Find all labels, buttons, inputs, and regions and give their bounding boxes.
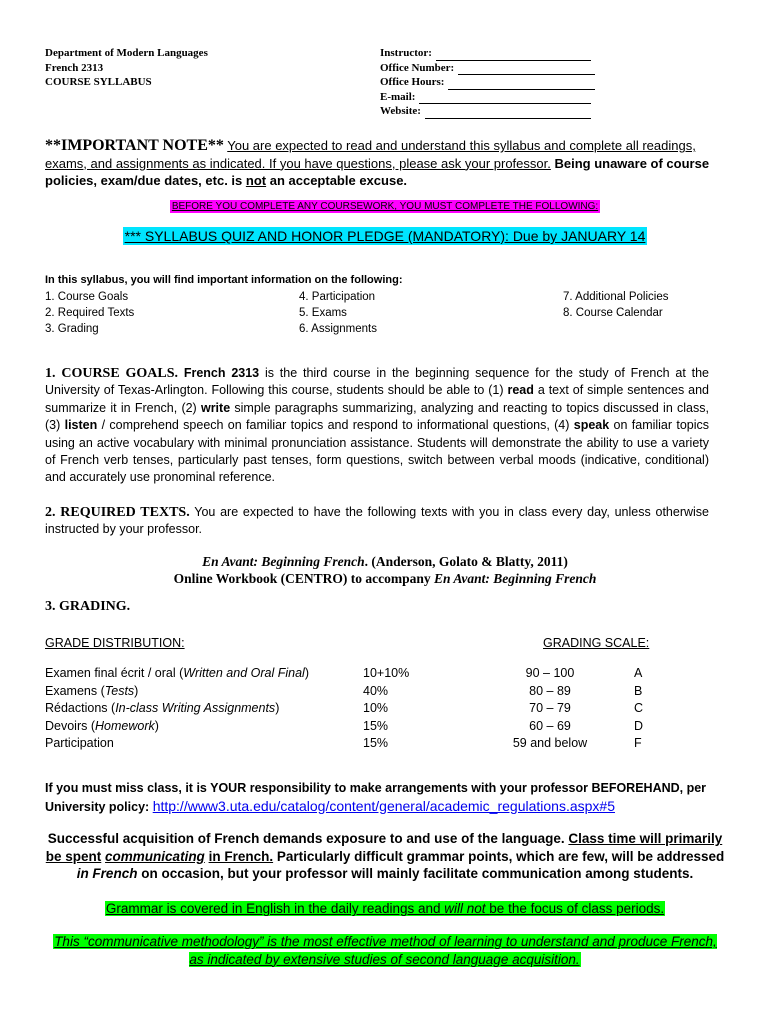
important-note	[45, 137, 735, 190]
grade-percentage: 10+10%	[363, 666, 410, 680]
toc-column-1	[45, 289, 134, 337]
policy-warning-end: an acceptable excuse.	[269, 173, 408, 188]
grade-component: Rédactions (In-class Writing Assignments)	[45, 701, 280, 715]
textbook-authors: . (Anderson, Golato & Blatty, 2011)	[364, 554, 568, 569]
acquisition-statement	[45, 830, 725, 883]
important-note-title: **IMPORTANT NOTE**	[45, 137, 224, 154]
grade-range: 90 – 100	[525, 666, 575, 680]
department-name: Department of Modern Languages	[45, 47, 208, 59]
grade-range: 80 – 89	[529, 683, 571, 698]
course-goals-section	[45, 365, 709, 487]
instructor-field-label: Instructor:	[380, 47, 432, 59]
toc-item: 1. Course Goals	[45, 291, 129, 303]
required-texts-heading: 2. REQUIRED TEXTS.	[45, 505, 190, 520]
grading-heading: 3. GRADING.	[45, 599, 131, 614]
workbook-label: Online Workbook (CENTRO) to accompany	[173, 571, 431, 586]
instructor-field-label: Website:	[380, 105, 421, 117]
toc-column-3	[563, 289, 668, 321]
toc-item: 6. Assignments	[299, 323, 377, 335]
course-goals-heading: 1. COURSE GOALS.	[45, 366, 179, 381]
acquisition-text: Successful acquisition of French demands exposure to and use of the language.	[47, 831, 565, 846]
goals-text: / comprehend speech on familiar topics and respond to informational questions, (4)	[101, 418, 570, 433]
instructor-field	[380, 61, 595, 76]
book-list	[0, 553, 770, 587]
instructor-field-blank	[425, 108, 591, 119]
document-type: COURSE SYLLABUS	[45, 76, 152, 88]
course-number: French 2313	[45, 61, 104, 74]
grade-letter: A	[634, 666, 643, 680]
goals-text: simple paragraphs summarizing, analyzing and reacting to topics discussed in class, (3)	[45, 400, 709, 433]
department-header	[45, 46, 208, 90]
toc-column-2	[299, 289, 377, 337]
grading-scale-header: GRADING SCALE:	[543, 636, 650, 650]
policy-warning-not: not	[245, 173, 267, 188]
academic-regulations-link[interactable]: http://www3.uta.edu/catalog/content/general/academic_regulations.aspx#5	[152, 797, 615, 814]
grade-percentage: 15%	[363, 736, 389, 750]
important-note-text: You are expected to read and understand this syllabus and complete all readings, exams, and assignments as indicated. If you have questions, please ask your professor.	[45, 138, 696, 171]
grammar-points-text: Particularly difficult grammar points, which are few, will be addressed	[276, 848, 725, 864]
grade-distribution-header: GRADE DISTRIBUTION:	[45, 636, 185, 650]
grade-component: Examen final écrit / oral (Written and Oral Final)	[45, 666, 309, 680]
toc-item: 5. Exams	[299, 307, 347, 319]
instructor-field-blank	[458, 64, 595, 75]
instructor-field	[380, 75, 595, 90]
instructor-field	[380, 46, 595, 61]
goal-speak: speak	[573, 418, 610, 433]
grade-range: 59 and below	[512, 736, 588, 750]
goals-text: a text of simple sentences and summarize it in French, (2)	[45, 383, 709, 415]
grade-letter: F	[634, 736, 642, 750]
methodology-highlight: This “communicative methodology” is the most effective method of learning to understand and produce French, as indicated by extensive studies of second language acquisition.	[54, 934, 717, 967]
before-coursework-text: BEFORE YOU COMPLETE ANY COURSEWORK, YOU MUST COMPLETE THE FOLLOWING:	[171, 201, 599, 212]
course-code: French 2313	[183, 366, 260, 380]
workbook	[0, 570, 770, 587]
grade-component: Devoirs (Homework)	[45, 718, 159, 733]
instructor-field	[380, 90, 595, 105]
instructor-info	[380, 46, 595, 119]
policy-warning: Being unaware of course policies, exam/due dates, etc. is	[45, 155, 710, 188]
goal-write: write	[200, 400, 231, 415]
instructor-field-blank	[448, 79, 595, 90]
required-texts-section	[45, 504, 709, 539]
goal-read: read	[507, 383, 534, 398]
methodology-statement	[45, 933, 725, 968]
instructor-field-label: Office Number:	[380, 61, 455, 74]
class-time-end: in French.	[208, 848, 274, 864]
absence-policy-text: If you must miss class, it is YOUR responsibility to make arrangements with your professor BEFOREHAND, per University policy:	[45, 781, 707, 814]
goals-text: is the third course in the beginning sequence for the study of French at the University of Texas-Arlington. Following this course, students should be able to (1)	[45, 366, 709, 398]
before-coursework-banner	[0, 201, 770, 212]
grade-letter: B	[634, 683, 643, 698]
grade-percentage: 15%	[363, 718, 389, 733]
class-time-emphasis: communicating	[105, 848, 205, 864]
grade-letter: C	[634, 701, 644, 715]
grade-component: Examens (Tests)	[45, 683, 139, 698]
goal-listen: listen	[64, 418, 98, 433]
grammar-statement	[45, 900, 725, 918]
syllabus-quiz-banner	[0, 228, 770, 244]
grade-range: 70 – 79	[529, 701, 571, 715]
textbook-title: En Avant: Beginning French	[202, 554, 365, 569]
toc-item: 3. Grading	[45, 323, 99, 335]
facilitation-text: on occasion, but your professor will mainly facilitate communication among students.	[141, 866, 694, 881]
instructor-field-blank	[419, 93, 591, 104]
toc-item: 2. Required Texts	[45, 307, 135, 319]
grade-letter: D	[634, 718, 644, 733]
grade-component: Participation	[45, 736, 114, 750]
toc-item: 8. Course Calendar	[563, 307, 663, 319]
instructor-field	[380, 104, 595, 119]
grammar-highlight: Grammar is covered in English in the daily readings and will not be the focus of class periods.	[105, 901, 665, 916]
toc-item: 7. Additional Policies	[563, 291, 669, 303]
absence-policy	[45, 780, 725, 816]
toc-item: 4. Participation	[299, 291, 376, 303]
required-texts-body: You are expected to have the following texts with you in class every day, unless otherwise instructed by your professor.	[45, 505, 710, 537]
workbook-title: En Avant: Beginning French	[433, 571, 597, 586]
class-time-text: Class time will primarily be spent	[45, 831, 723, 864]
textbook	[0, 553, 770, 570]
instructor-field-label: Office Hours:	[380, 76, 445, 88]
instructor-field-label: E-mail:	[380, 90, 416, 103]
in-french-emphasis: in French	[76, 866, 138, 881]
grade-percentage: 40%	[363, 683, 389, 698]
toc-title: In this syllabus, you will find important information on the following:	[45, 274, 403, 286]
grade-range: 60 – 69	[529, 718, 571, 733]
grade-percentage: 10%	[363, 701, 389, 715]
instructor-field-blank	[436, 50, 591, 61]
syllabus-quiz-text: *** SYLLABUS QUIZ AND HONOR PLEDGE (MANDATORY): Due by JANUARY 14	[124, 228, 646, 244]
goals-text: on familiar topics using an active vocabulary with minimal pronunciation assistance. Students will demonstrate the ability to use a variety of French verb tenses, particularly past tenses, form questions, switch between verbal moods (indicative, conditional) and accurately use pronominal reference.	[45, 418, 710, 485]
